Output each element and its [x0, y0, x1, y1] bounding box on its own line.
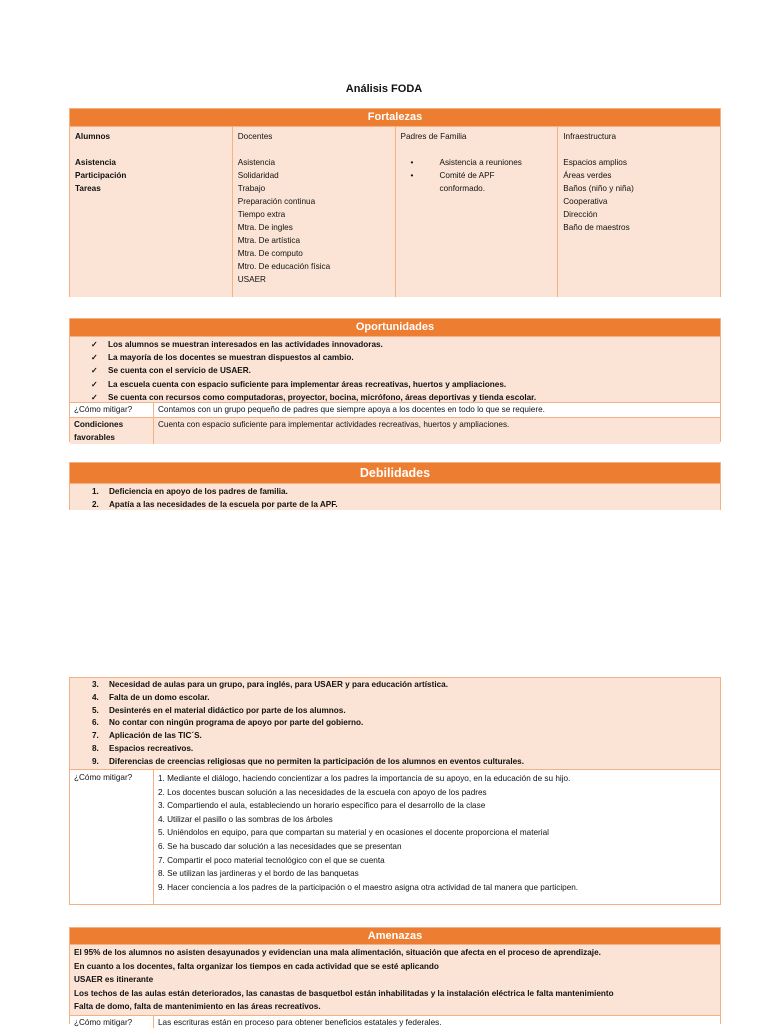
list-item: 9. Hacer conciencia a los padres de la participación o el maestro asigna otra actividad de tal manera que participen.	[158, 882, 579, 892]
item-text: Aplicación de las TIC´S.	[109, 731, 202, 741]
item-number: 4.	[92, 692, 99, 702]
condiciones-text: Cuenta con espacio suficiente para implementar actividades recreativas, huertos y ampliaciones.	[158, 420, 510, 429]
list-item: Mtra. De artística	[237, 236, 301, 245]
item-number: 5.	[92, 705, 99, 715]
list-item: Áreas verdes	[563, 171, 612, 180]
list-item: 3. Compartiendo el aula, estableciendo un horario específico para el desarrollo de la clase	[158, 801, 486, 811]
debilidades-header: Debilidades	[70, 463, 720, 483]
item-text: Falta de un domo escolar.	[109, 692, 210, 702]
col-heading: Docentes	[237, 132, 273, 141]
list-item: Trabajo	[237, 184, 266, 193]
list-item	[92, 730, 720, 743]
col-heading: Padres de Familia	[400, 132, 467, 141]
list-item: USAER	[237, 275, 266, 284]
debilidades-table-continued	[69, 677, 721, 905]
item-text: Necesidad de aulas para un grupo, para inglés, para USAER y para educación artística.	[109, 680, 448, 689]
amenaza-line: En cuanto a los docentes, falta organizar los tiempos en cada actividad que se esté aplicando	[74, 961, 439, 971]
list-item: • Comité de APF conformado.	[411, 169, 518, 195]
list-item: 7. Compartir el poco material tecnológico con el que se cuenta	[158, 855, 385, 865]
fortalezas-table	[69, 108, 721, 297]
mitigar-steps	[154, 770, 720, 905]
list-item	[92, 756, 720, 769]
bullet-list	[401, 156, 553, 195]
list-item: Solidaridad	[237, 171, 279, 180]
list-item: ✓ La escuela cuenta con espacio suficiente para implementar áreas recreativas, huertos y ampliaciones.	[92, 378, 720, 391]
oportunidades-header: Oportunidades	[70, 319, 720, 336]
debilidades-table	[69, 462, 721, 510]
amenazas-table	[69, 927, 721, 1027]
amenaza-line: El 95% de los alumnos no asisten desayunados y evidencian una mala alimentación, situación que afecta en el proceso de aprendizaje.	[74, 948, 601, 957]
fortalezas-col-padres	[396, 127, 559, 297]
list-item	[92, 743, 720, 756]
list-item: ✓ Se cuenta con recursos como computadoras, proyector, bocina, micrófono, áreas deportivas y tienda escolar.	[92, 391, 720, 404]
fortalezas-header: Fortalezas	[70, 109, 720, 126]
list-item: Baños (niño y niña)	[563, 184, 634, 193]
amenaza-line: USAER es itinerante	[74, 975, 154, 984]
item-number: 3.	[92, 680, 99, 689]
item-text: Espacios recreativos.	[109, 743, 194, 753]
list-item: Baño de maestros	[563, 223, 630, 232]
list-item	[92, 498, 720, 511]
debilidades-list-top	[70, 483, 720, 510]
col-heading: Alumnos	[75, 132, 111, 141]
mitigar-list	[158, 772, 716, 894]
fortalezas-col-infraestructura	[558, 127, 720, 297]
condiciones-label: Condiciones favorables	[70, 418, 154, 444]
list-item: Dirección	[563, 210, 598, 219]
fortalezas-body	[70, 126, 720, 297]
mitigar-row	[70, 402, 720, 417]
item-text: Apatía a las necesidades de la escuela por parte de la APF.	[109, 500, 338, 509]
amenaza-line: Falta de domo, falta de mantenimiento en las áreas recreativos.	[74, 1002, 321, 1011]
item-number: 7.	[92, 731, 99, 741]
list-item: Mtro. De educación física	[237, 262, 331, 271]
mitigar-label: ¿Cómo mitigar?	[70, 1016, 154, 1028]
condiciones-row	[70, 417, 720, 444]
list-item: Asistencia	[75, 158, 116, 167]
oportunidades-table	[69, 318, 721, 442]
list-item	[92, 717, 720, 730]
list-item: ✓ La mayoría de los docentes se muestran dispuestos al cambio.	[92, 351, 720, 364]
list-item: • Asistencia a reuniones	[411, 156, 553, 169]
list-item: 1. Mediante el diálogo, haciendo concientizar a los padres la importancia de su apoyo, en la educación de su hijo.	[158, 774, 571, 783]
list-item: 4. Utilizar el pasillo o las sombras de los árboles	[158, 814, 333, 824]
col-heading: Infraestructura	[563, 132, 617, 141]
list-item: Espacios amplios	[563, 158, 627, 167]
list-item: Participación	[75, 171, 127, 180]
mitigar-label: ¿Cómo mitigar?	[70, 403, 154, 417]
item-text: No contar con ningún programa de apoyo por parte del gobierno.	[109, 718, 364, 728]
list-item: Mtra. De ingles	[237, 223, 293, 232]
item-number: 6.	[92, 718, 99, 728]
list-item	[92, 679, 720, 692]
mitigar-label: ¿Cómo mitigar?	[70, 770, 154, 905]
mitigar-text: Contamos con un grupo pequeño de padres que siempre apoya a los docentes en todo lo que se requiere.	[158, 405, 545, 414]
list-item	[92, 705, 720, 718]
item-number: 8.	[92, 743, 99, 753]
list-item: 2. Los docentes buscan solución a las necesidades de la escuela con apoyo de los padres	[158, 787, 487, 797]
fortalezas-col-docentes	[233, 127, 396, 297]
list-item: ✓ Los alumnos se muestran interesados en las actividades innovadoras.	[92, 338, 720, 351]
list-item: 5. Uniéndolos en equipo, para que compartan su material y en ocasiones el docente proporciona el material	[158, 828, 549, 838]
item-text: Diferencias de creencias religiosas que no permiten la participación de los alumnos en eventos culturales.	[109, 756, 524, 766]
list-item: Tiempo extra	[237, 210, 286, 219]
list-item: Cooperativa	[563, 197, 608, 206]
mitigar-row	[70, 769, 720, 905]
amenaza-line: Los techos de las aulas están deteriorados, las canastas de basquetbol están inhabilitadas y la instalación eléctrica le falta mantenimiento	[74, 988, 614, 998]
mitigar-text: Las escrituras están en proceso para obtener beneficios estatales y federales.	[158, 1018, 442, 1027]
page-title: Análisis FODA	[345, 83, 423, 95]
item-number: 9.	[92, 756, 99, 766]
item-text: Desinterés en el material didáctico por parte de los alumnos.	[109, 705, 346, 715]
mitigar-row	[70, 1015, 720, 1028]
item-number: 2.	[92, 500, 99, 509]
list-item	[92, 692, 720, 705]
list-item: Tareas	[75, 184, 101, 193]
amenazas-body	[70, 944, 720, 1015]
list-item: Preparación continua	[237, 197, 316, 206]
list-item: 8. Se utilizan las jardineras y el bordo de las banquetas	[158, 869, 359, 879]
list-item: ✓ Se cuenta con el servicio de USAER.	[92, 364, 720, 377]
amenazas-header: Amenazas	[70, 928, 720, 944]
fortalezas-col-alumnos	[70, 127, 233, 297]
list-item: 6. Se ha buscado dar solución a las necesidades que se presentan	[158, 841, 402, 851]
item-number: 1.	[92, 487, 99, 496]
item-text: Deficiencia en apoyo de los padres de familia.	[109, 487, 288, 496]
list-item: Asistencia	[237, 158, 276, 167]
list-item	[92, 485, 720, 498]
debilidades-list-bottom	[70, 678, 720, 769]
list-item: Mtra. De computo	[237, 249, 303, 258]
oportunidades-list	[70, 336, 720, 402]
